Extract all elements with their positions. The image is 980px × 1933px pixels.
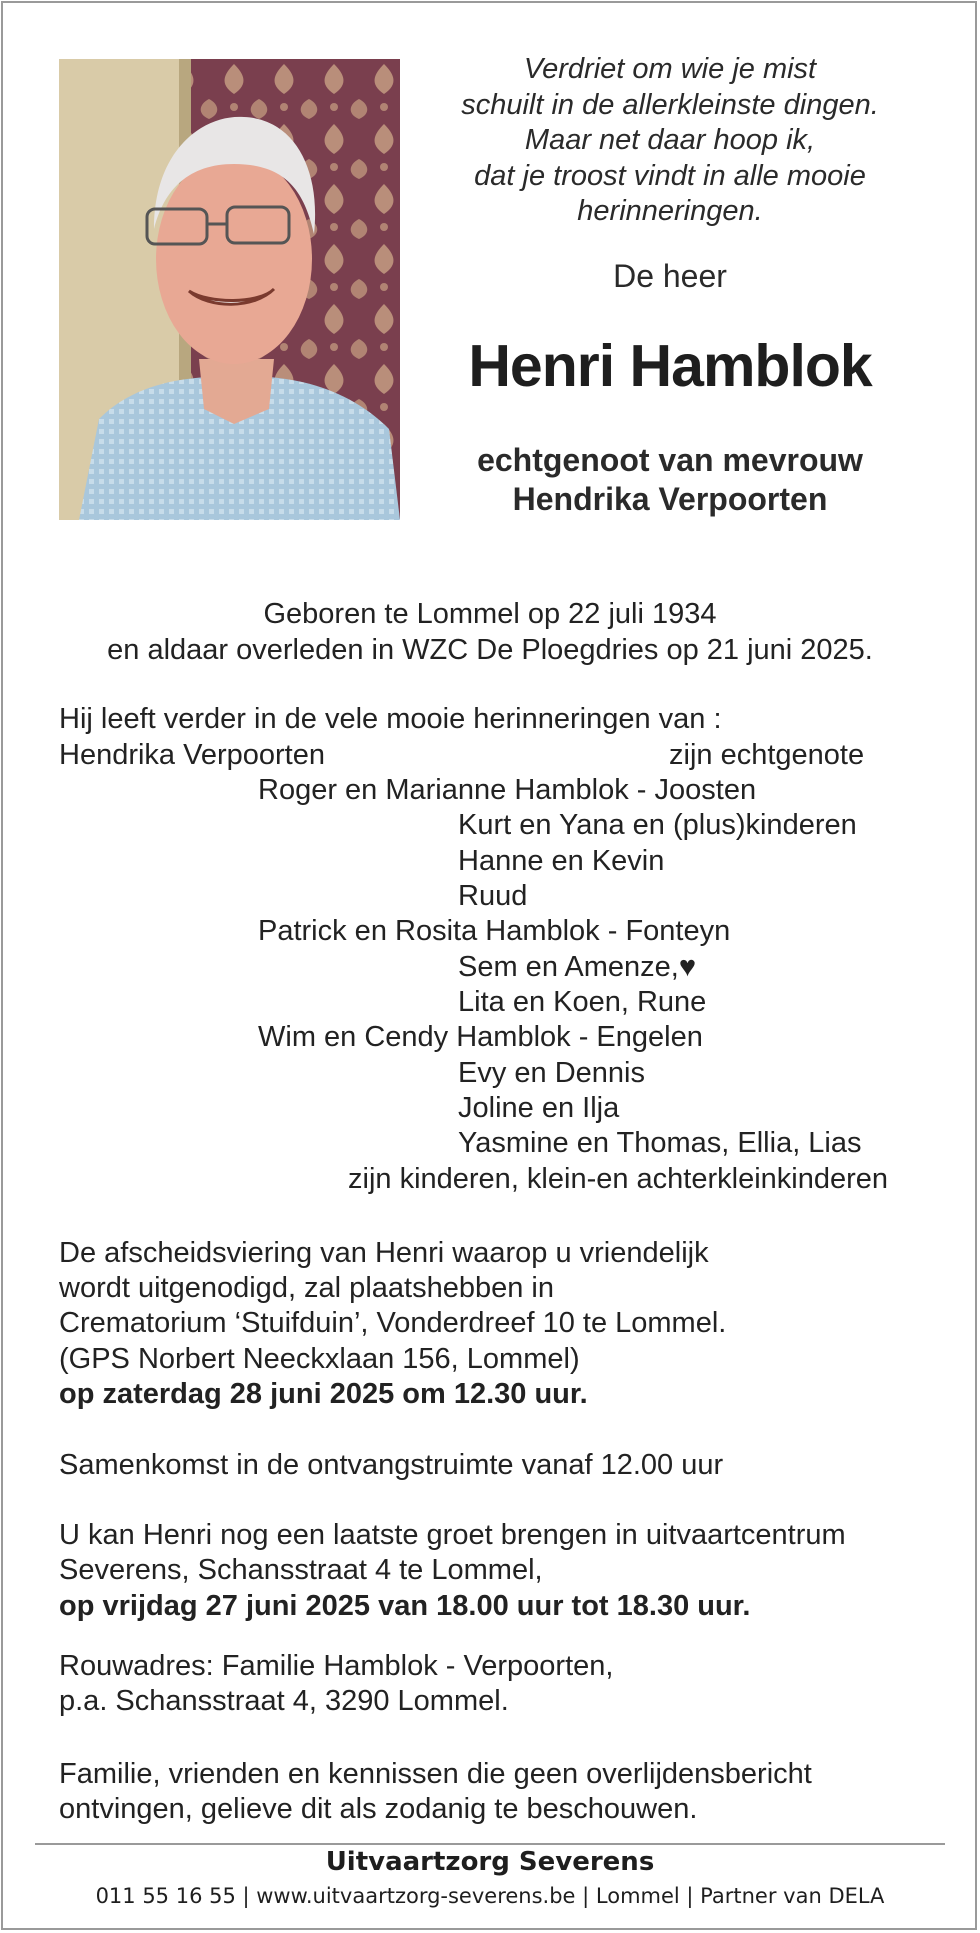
funeral-home-name: Uitvaartzorg Severens [325, 1847, 655, 1877]
honorific: De heer [613, 258, 727, 294]
visitation-datetime: op vrijdag 27 juni 2025 van 18.00 uur tot 18.30 uur. [59, 1590, 751, 1622]
ceremony-datetime: op zaterdag 28 juni 2025 om 12.30 uur. [59, 1378, 588, 1410]
ceremony-line: (GPS Norbert Neeckxlaan 156, Lommel) [59, 1343, 580, 1375]
notice-line: ontvingen, gelieve dit als zodanig te beschouwen. [59, 1793, 698, 1825]
address-line: Rouwadres: Familie Hamblok - Verpoorten, [59, 1650, 614, 1682]
poem-line: herinneringen. [577, 195, 763, 227]
spouse-role: zijn echtgenote [669, 739, 865, 771]
death-line: en aldaar overleden in WZC De Ploegdries op 21 juni 2025. [107, 633, 873, 666]
grandchild-name: Yasmine en Thomas, Ellia, Lias [458, 1127, 862, 1159]
poem-line: dat je troost vindt in alle mooie [474, 159, 866, 192]
portrait-photo [59, 59, 400, 520]
grandchild-name: Hanne en Kevin [458, 845, 665, 877]
child-name: Wim en Cendy Hamblok - Engelen [258, 1021, 703, 1053]
grandchild-name: Sem en Amenze,♥ [458, 951, 697, 983]
grandchild-name: Ruud [458, 880, 528, 912]
ceremony-line: wordt uitgenodigd, zal plaatshebben in [59, 1272, 554, 1304]
gathering-info: Samenkomst in de ontvangstruimte vanaf 12.00 uur [59, 1449, 724, 1481]
family-intro: Hij leeft verder in de vele mooie herinneringen van : [59, 703, 722, 735]
address-line: p.a. Schansstraat 4, 3290 Lommel. [59, 1685, 509, 1717]
child-name: Roger en Marianne Hamblok - Joosten [258, 774, 757, 806]
child-name: Patrick en Rosita Hamblok - Fonteyn [258, 915, 731, 947]
poem-line: schuilt in de allerkleinste dingen. [461, 88, 879, 121]
spouse-line [430, 441, 910, 519]
grandchild-name: Joline en Ilja [458, 1092, 620, 1124]
poem-line: Verdriet om wie je mist [523, 53, 817, 85]
footer-divider [35, 1843, 945, 1845]
birth-death-info [59, 597, 921, 668]
family-closing: zijn kinderen, klein-en achterkleinkinderen [348, 1163, 889, 1195]
portrait-illustration [59, 59, 400, 520]
visitation-line: U kan Henri nog een laatste groet brengen in uitvaartcentrum [59, 1519, 846, 1551]
poem [430, 52, 910, 230]
grandchild-name: Evy en Dennis [458, 1057, 645, 1089]
grandchild-name: Lita en Koen, Rune [458, 986, 707, 1018]
grandchild-name: Kurt en Yana en (plus)kinderen [458, 809, 857, 841]
visitation-line: Severens, Schansstraat 4 te Lommel, [59, 1554, 543, 1586]
birth-line: Geboren te Lommel op 22 juli 1934 [263, 598, 717, 630]
spouse-relation: echtgenoot van mevrouw [477, 442, 863, 478]
ceremony-line: De afscheidsviering van Henri waarop u vriendelijk [59, 1237, 709, 1269]
ceremony-line: Crematorium ‘Stuifduin’, Vonderdreef 10 te Lommel. [59, 1307, 727, 1339]
funeral-home-contact: 011 55 16 55 | www.uitvaartzorg-severens.be | Lommel | Partner van DELA [95, 1884, 885, 1908]
deceased-name: Henri Hamblok [468, 333, 872, 399]
spouse-family-name: Hendrika Verpoorten [59, 739, 325, 771]
poem-line: Maar net daar hoop ik, [524, 124, 816, 156]
spouse-name: Hendrika Verpoorten [512, 481, 828, 517]
notice-line: Familie, vrienden en kennissen die geen overlijdensbericht [59, 1758, 812, 1790]
